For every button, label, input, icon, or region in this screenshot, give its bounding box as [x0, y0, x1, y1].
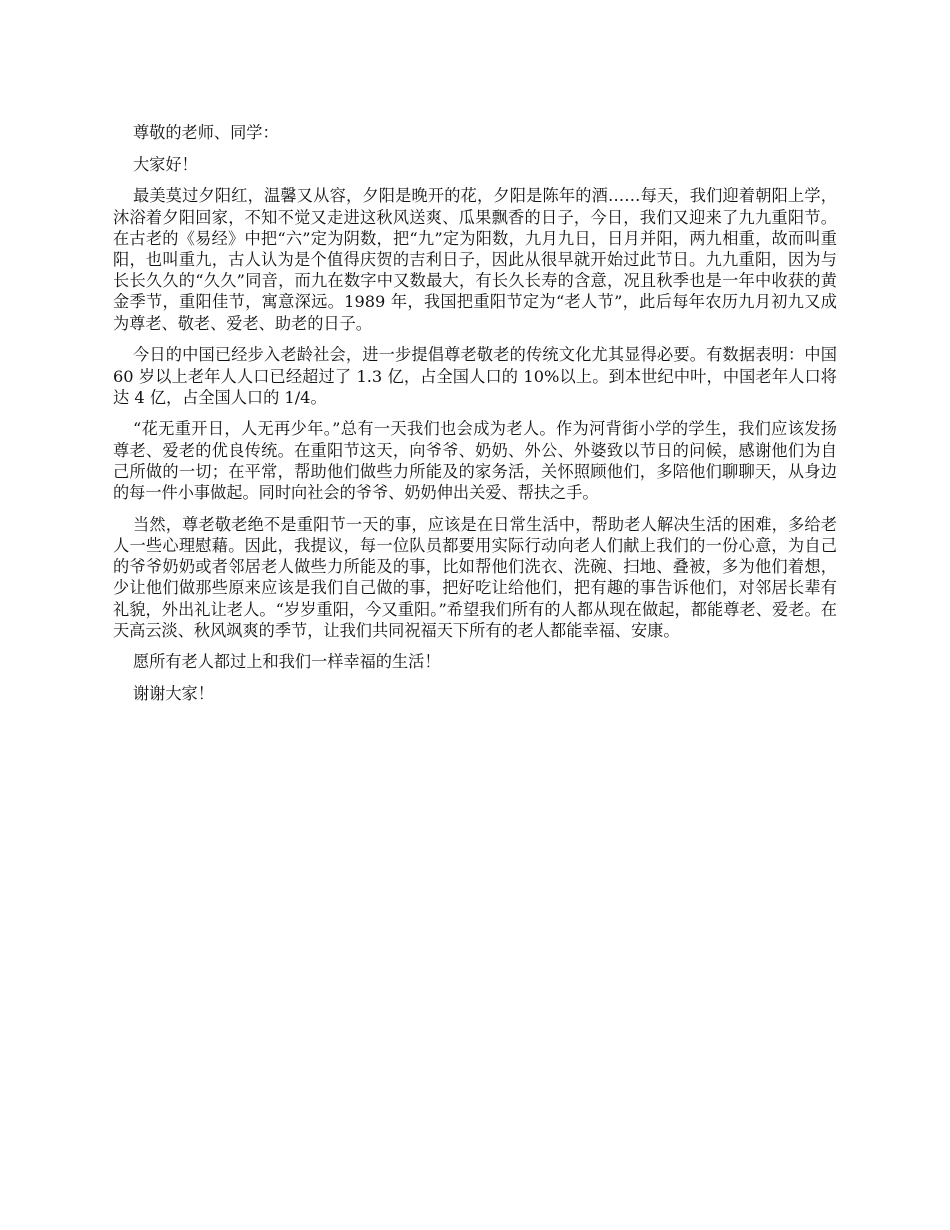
paragraph-statistics: 今日的中国已经步入老龄社会，进一步提倡尊老敬老的传统文化尤其显得必要。有数据表明：中国 60 岁以上老年人人口已经超过了 1.3 亿，占全国人口的 10%以上。到本世纪中叶，中国老年人口将达 4 亿，占全国人口的 1/4。	[113, 345, 837, 407]
paragraph-proposal: 当然，尊老敬老绝不是重阳节一天的事，应该是在日常生活中，帮助老人解决生活的困难，多给老人一些心理慰藉。因此，我提议，每一位队员都要用实际行动向老人们献上我们的一份心意，为自己的爷爷奶奶或者邻居老人做些力所能及的事，比如帮他们洗衣、洗碗、扫地、叠被，多为他们着想，少让他们做那些原来应该是我们自己做的事，把好吃让给他们，把有趣的事告诉他们，对邻居长辈有礼貌，外出礼让老人。“岁岁重阳，今又重阳。”希望我们所有的人都从现在做起，都能尊老、爱老。在天高云淡、秋风飒爽的季节，让我们共同祝福天下所有的老人都能幸福、安康。	[113, 514, 837, 640]
salutation: 尊敬的老师、同学：	[133, 123, 279, 142]
closing: 谢谢大家！	[133, 684, 214, 704]
greeting: 大家好！	[133, 154, 198, 174]
paragraph-tradition: “花无重开日，人无再少年。”总有一天我们也会成为老人。作为河背街小学的学生，我们应该发扬尊老、爱老的优良传统。在重阳节这天，向爷爷、奶奶、外公、外婆致以节日的问候，感谢他们为自己所做的一切；在平常，帮助他们做些力所能及的家务活，关怀照顾他们，多陪他们聊聊天，从身边的每一件小事做起。同时向社会的爷爷、奶奶伸出关爱、帮扶之手。	[113, 419, 837, 503]
paragraph-intro: 最美莫过夕阳红，温馨又从容，夕阳是晚开的花，夕阳是陈年的酒……每天，我们迎着朝阳上学，沐浴着夕阳回家，不知不觉又走进这秋风送爽、瓜果飘香的日子，今日，我们又迎来了九九重阳节。在古老的《易经》中把“六”定为阴数，把“九”定为阳数，九月九日，日月并阳，两九相重，故而叫重阳，也叫重九，古人认为是个值得庆贺的吉利日子，因此从很早就开始过此节日。九九重阳，因为与长长久久的“久久”同音，而九在数字中又数最大，有长久长寿的含意，况且秋季也是一年中收获的黄金季节，重阳佳节，寓意深远。1989 年，我国把重阳节定为“老人节”，此后每年农历九月初九又成为尊老、敬老、爱老、助老的日子。	[113, 186, 837, 333]
paragraph-wish: 愿所有老人都过上和我们一样幸福的生活！	[133, 652, 441, 672]
speech-document	[113, 122, 837, 715]
